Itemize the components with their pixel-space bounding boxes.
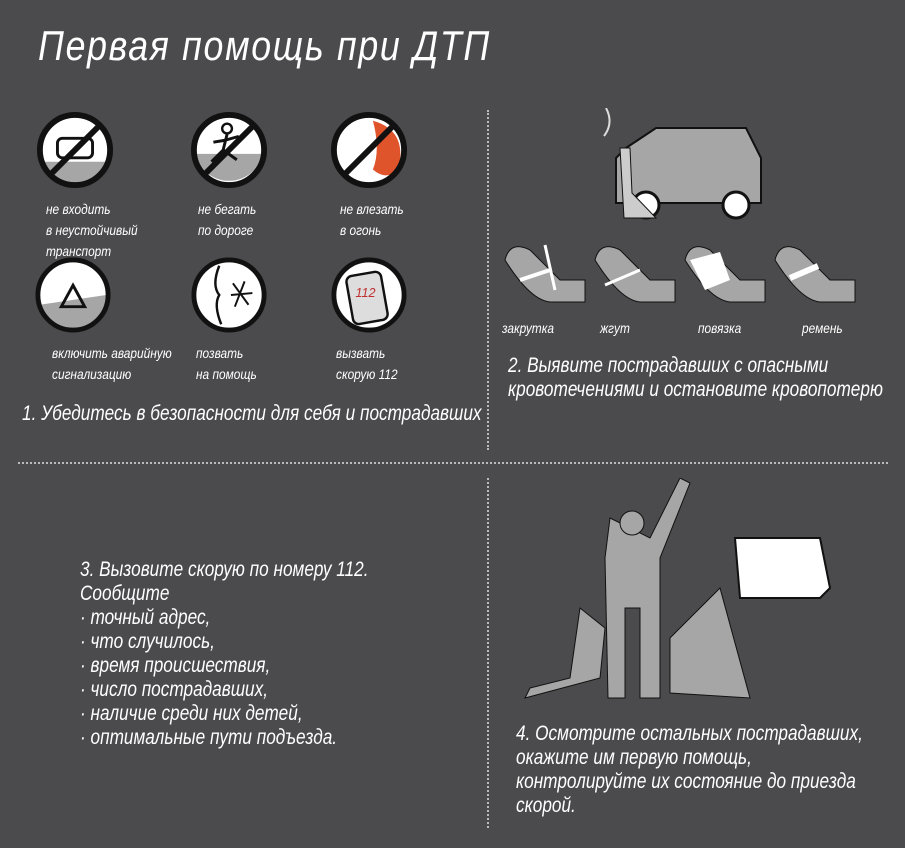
step-3-block: 3. Вызовите скорую по номеру 112. Сообщите · точный адрес, · что случилось, · время происшествия, · число пострадавших, · наличие среди них детей, · оптимальные пути подъезда. bbox=[80, 558, 369, 749]
victims-ambulance-illustration bbox=[520, 478, 850, 708]
list-item: · оптимальные пути подъезда. bbox=[80, 726, 338, 749]
hazard-lights-icon bbox=[34, 256, 112, 334]
no-running-icon bbox=[190, 111, 268, 189]
step-3-heading: 3. Вызовите скорую по номеру 112. bbox=[80, 558, 369, 581]
divider-horizontal bbox=[18, 462, 888, 464]
phone-screen-text: 112 bbox=[355, 285, 376, 300]
shout-icon bbox=[190, 256, 268, 334]
list-item: · время происшествия, bbox=[80, 654, 271, 677]
bleeding-methods-illustrations bbox=[500, 240, 900, 310]
step-1-heading: 1. Убедитесь в безопасности для себя и пострадавших bbox=[22, 402, 482, 425]
limb-bandage-icon bbox=[685, 247, 765, 302]
no-car-icon bbox=[36, 111, 114, 189]
list-item: · что случилось, bbox=[80, 630, 215, 653]
list-item: · точный адрес, bbox=[80, 606, 211, 629]
method-bandage: повязка bbox=[698, 320, 742, 336]
method-twist: закрутка bbox=[502, 320, 554, 336]
car-victim-illustration bbox=[596, 108, 776, 228]
list-item: · наличие среди них детей, bbox=[80, 702, 303, 725]
method-belt: ремень bbox=[802, 320, 843, 336]
step-2-heading: 2. Выявите пострадавших с опасными кровотечениями и остановите кровопотерю bbox=[508, 354, 883, 401]
phone-icon bbox=[330, 256, 408, 334]
caption-no-running: не бегать по дороге bbox=[198, 201, 257, 238]
divider-vertical-top bbox=[487, 110, 489, 450]
limb-twist-icon bbox=[505, 245, 585, 302]
method-tourniquet: жгут bbox=[600, 320, 630, 336]
limb-tourniquet-icon bbox=[595, 247, 675, 302]
caption-shout: позвать на помощь bbox=[196, 345, 257, 382]
divider-vertical-bottom bbox=[487, 478, 489, 828]
page-title: Первая помощь при ДТП bbox=[38, 22, 491, 69]
step-4-heading: 4. Осмотрите остальных пострадавших, окажите им первую помощь, контролируйте их состояние до приезда скорой. bbox=[516, 722, 863, 817]
caption-hazard-lights: включить аварийную сигнализацию bbox=[52, 345, 172, 382]
caption-call: вызвать скорую 112 bbox=[336, 345, 398, 382]
list-item: · число пострадавших, bbox=[80, 678, 269, 701]
no-fire-icon bbox=[330, 111, 408, 189]
caption-no-car: не входить в неустойчивый транспорт bbox=[46, 201, 138, 259]
caption-no-fire: не влезать в огонь bbox=[340, 201, 404, 238]
limb-belt-icon bbox=[775, 247, 855, 302]
